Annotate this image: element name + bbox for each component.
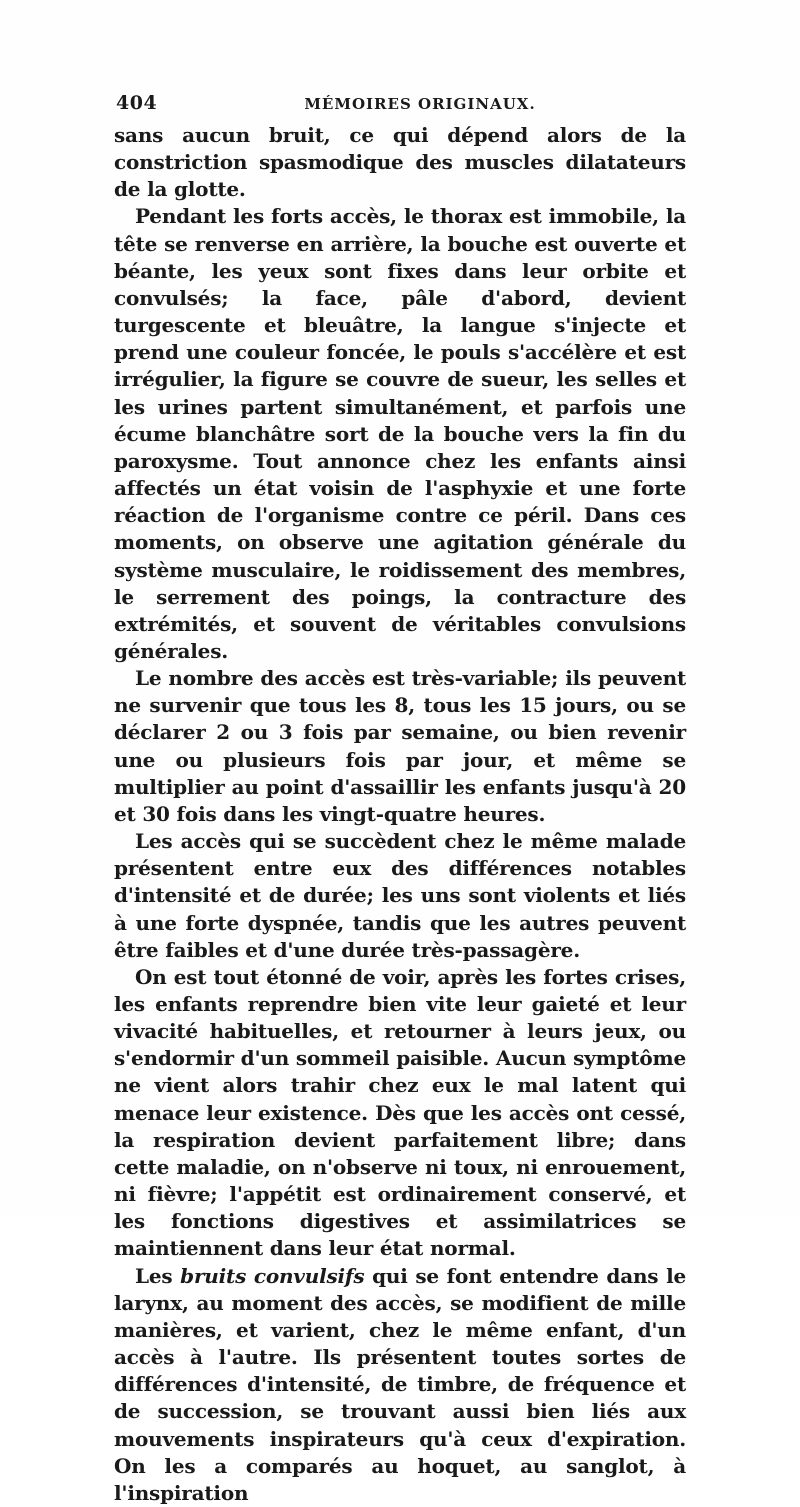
paragraph-continuation: sans aucun bruit, ce qui dépend alors de la constriction spasmodique des muscles dilatateurs de la glotte. bbox=[114, 123, 686, 202]
running-head bbox=[116, 92, 684, 118]
italic-term: bruits convulsifs bbox=[180, 1263, 365, 1288]
body-text bbox=[114, 122, 686, 1507]
page-number: 404 bbox=[116, 92, 158, 114]
paragraph-nombre-acces: Le nombre des accès est très-variable; ils peuvent ne survenir que tous les 8, tous les 15 jours, ou se déclarer 2 ou 3 fois par semaine, ou bien revenir une ou plusieurs fois par jour, et même se multiplier au point d'assaillir les enfants jusqu'à 20 et 30 fois dans les vingt-quatre heures. bbox=[114, 666, 686, 826]
paragraph-acces-succedent: Les accès qui se succèdent chez le même malade présentent entre eux des différences notables d'intensité et de durée; les uns sont violents et liés à une forte dyspnée, tandis que les autres peuvent être faibles et d'une durée très-passagère. bbox=[114, 829, 686, 962]
text-segment: qui se font entendre dans le larynx, au moment des accès, se modifient de mille manières, et varient, chez le même enfant, d'un accès à l'autre. Ils présentent toutes sortes de différences d'intensité, de timbre, de fréquence et de succession, se trouvant aussi bien liés aux mouvements inspirateurs qu'à ceux d'expiration. On les a comparés au hoquet, au sanglot, à l'inspiration bbox=[114, 1263, 686, 1505]
paragraph-fortes-crises: On est tout étonné de voir, après les fortes crises, les enfants reprendre bien vite leur gaieté et leur vivacité habituelles, et retourner à leurs jeux, ou s'endormir d'un sommeil paisible. Aucun symptôme ne vient alors trahir chez eux le mal latent qui menace leur existence. Dès que les accès ont cessé, la respiration devient parfaitement libre; dans cette maladie, on n'observe ni toux, ni enrouement, ni fièvre; l'appétit est ordinairement conservé, et les fonctions digestives et assimilatrices se maintiennent dans leur état normal. bbox=[114, 964, 686, 1261]
text-segment: Les bbox=[135, 1263, 181, 1288]
running-title: MÉMOIRES ORIGINAUX. bbox=[304, 95, 536, 113]
paragraph-bruits-convulsifs bbox=[114, 1263, 686, 1507]
paragraph-forts-acces: Pendant les forts accès, le thorax est immobile, la tête se renverse en arrière, la bouche est ouverte et béante, les yeux sont fixes dans leur orbite et convulsés; la face, pâle d'abord, devient turgescente et bleuâtre, la langue s'injecte et prend une couleur foncée, le pouls s'accélère et est irrégulier, la figure se couvre de sueur, les selles et les urines partent simultanément, et parfois une écume blanchâtre sort de la bouche vers la fin du paroxysme. Tout annonce chez les enfants ainsi affectés un état voisin de l'asphyxie et une forte réaction de l'organisme contre ce péril. Dans ces moments, on observe une agitation générale du système musculaire, le roidissement des membres, le serrement des poings, la contracture des extrémités, et souvent de véritables convulsions générales. bbox=[114, 204, 686, 663]
